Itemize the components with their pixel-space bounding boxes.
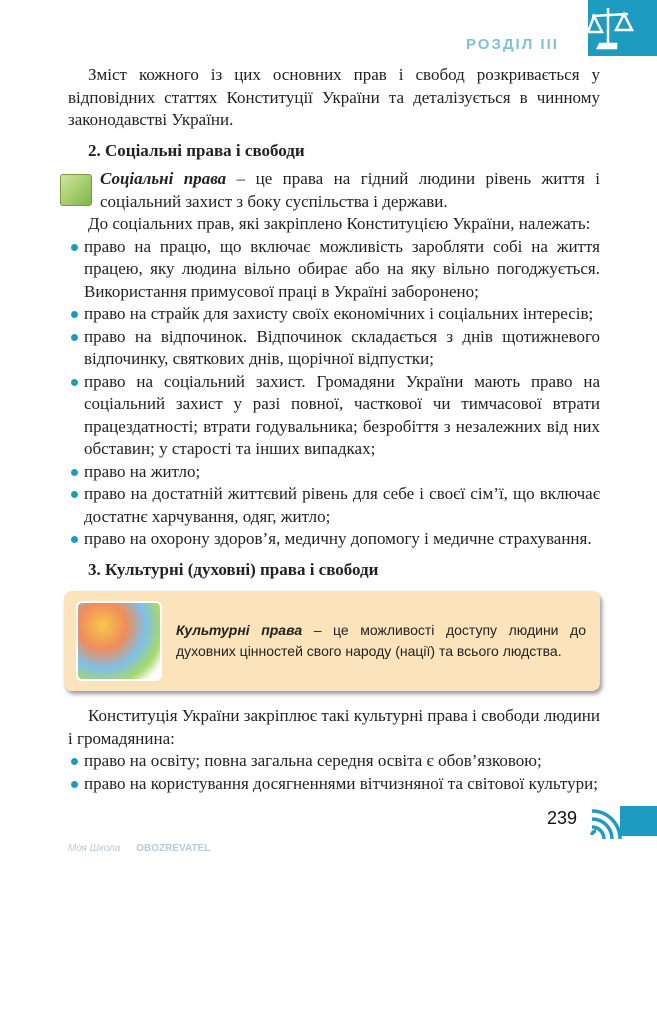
definition-text: – це права на гідний людини рівень життя і соціальний захист з боку суспільства і держави. bbox=[100, 169, 600, 211]
cultural-rights-list bbox=[68, 750, 600, 795]
definition-book-icon bbox=[60, 174, 92, 206]
footer-band bbox=[620, 806, 657, 836]
scales-icon bbox=[588, 0, 657, 56]
list-item: право на охорону здоров’я, медичну допомогу і медичне страхування. bbox=[68, 528, 600, 551]
section-label: РОЗДІЛ III bbox=[466, 36, 559, 53]
page-content bbox=[0, 60, 657, 795]
cultural-rights-definition-box bbox=[64, 591, 600, 691]
list-item: право на соціальний захист. Громадяни України мають право на соціальний захист у разі повної, часткової чи тимчасової втрати працездатності; втрати годувальника; безробіття з незалежних від них обставин; у старості та інших випадках; bbox=[68, 371, 600, 461]
definition-term: Культурні права bbox=[176, 622, 303, 638]
list-item: право на страйк для захисту своїх економічних і соціальних інтересів; bbox=[68, 303, 600, 326]
waves-icon bbox=[588, 803, 624, 839]
list-item: право на освіту; повна загальна середня освіта є обов’язковою; bbox=[68, 750, 600, 773]
watermark bbox=[0, 839, 657, 861]
section-3-title: 3. Культурні (духовні) права і свободи bbox=[88, 559, 379, 579]
watermark-text-a: Моя Школа bbox=[68, 843, 121, 854]
list-item: право на працю, що включає можливість заробляти собі на життя працею, яку людина вільно обирає або на яку вільно погоджується. Використання примусової праці в Україні заборонено; bbox=[68, 236, 600, 304]
cultural-rights-definition bbox=[176, 612, 600, 670]
section-3-lead: Конституція України закріплює такі культурні права і свободи людини і громадянина: bbox=[68, 706, 600, 748]
definition-text: – це можливості доступу людини до духовних цінностей свого народу (нації) та всього людства. bbox=[176, 622, 586, 659]
intro-paragraph: Зміст кожного із цих основних прав і свобод розкривається у відповідних статтях Конституції України та деталізується в чинному законодавстві України. bbox=[68, 65, 600, 129]
illustration-image bbox=[76, 601, 162, 681]
list-item: право на відпочинок. Відпочинок складається з днів щотижневого відпочинку, святкових днів, щорічної відпустки; bbox=[68, 326, 600, 371]
section-2-title: 2. Соціальні права і свободи bbox=[88, 140, 305, 160]
header-band bbox=[588, 0, 657, 56]
social-rights-definition bbox=[68, 168, 600, 213]
social-rights-list bbox=[68, 236, 600, 551]
page-header bbox=[0, 0, 657, 60]
list-item: право на користування досягненнями вітчизняної та світової культури; bbox=[68, 773, 600, 796]
list-item: право на достатній життєвий рівень для себе і своєї сім’ї, що включає достатнє харчування, одяг, житло; bbox=[68, 483, 600, 528]
list-item: право на житло; bbox=[68, 461, 600, 484]
page-footer bbox=[0, 805, 657, 839]
page-number: 239 bbox=[547, 808, 578, 828]
definition-term: Соціальні права bbox=[100, 169, 227, 188]
watermark-text-b: OBOZREVATEL bbox=[136, 843, 211, 854]
section-2-lead: До соціальних прав, які закріплено Конституцією України, належать: bbox=[88, 214, 591, 233]
